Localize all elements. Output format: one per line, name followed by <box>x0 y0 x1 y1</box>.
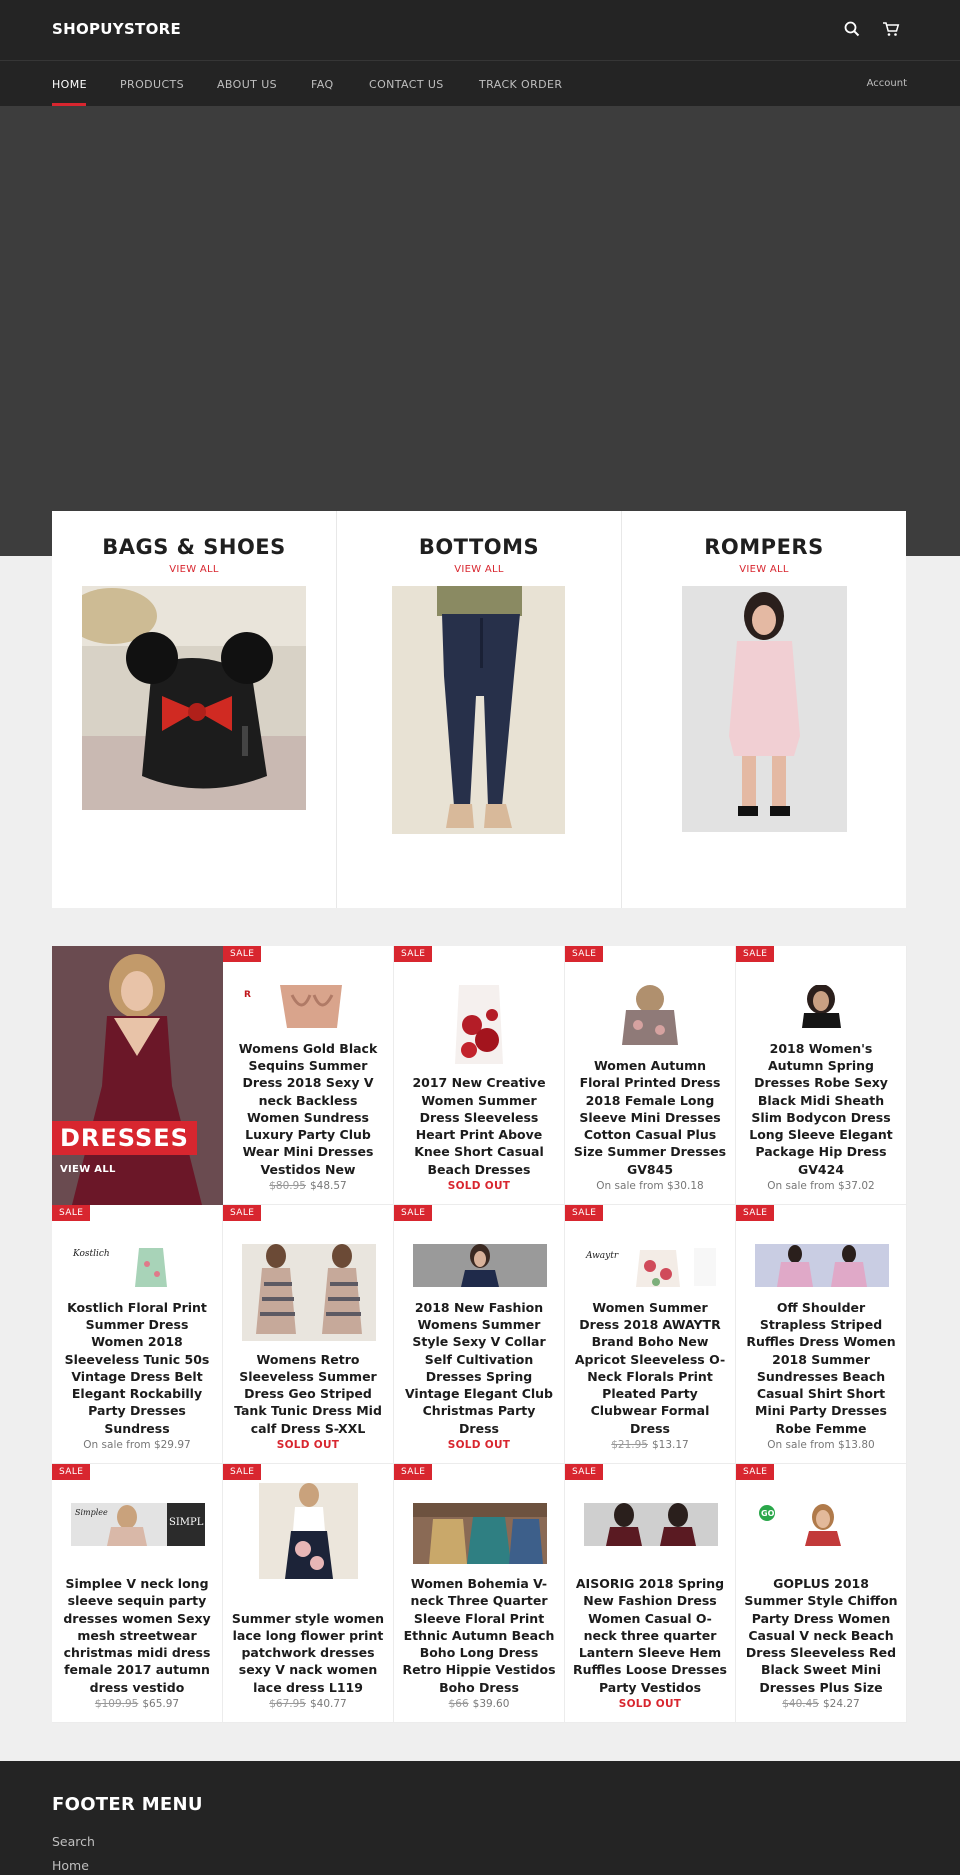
cart-icon[interactable] <box>882 21 900 39</box>
brand-mark: SIMPL <box>169 1517 204 1528</box>
collection-bags-shoes[interactable] <box>52 511 337 908</box>
featured-collection-dresses[interactable] <box>52 946 223 1205</box>
product-image <box>71 1244 181 1287</box>
sale-badge: SALE <box>565 1205 603 1221</box>
sale-badge: SALE <box>52 1464 90 1480</box>
sale-badge: SALE <box>565 946 603 962</box>
product-image <box>608 985 693 1045</box>
product-card[interactable] <box>736 1205 907 1464</box>
product-price <box>565 1698 735 1710</box>
product-title: Womens Retro Sleeveless Summer Dress Geo Striped Tank Tunic Dress Mid calf Dress S-XXL <box>234 1351 382 1436</box>
product-card[interactable] <box>736 1464 907 1723</box>
sale-badge: SALE <box>52 1205 90 1221</box>
brand-mark: Simplee <box>75 1508 108 1517</box>
product-title: AISORIG 2018 Spring New Fashion Dress Women Casual O-neck three quarter Lantern Sleeve Hem Ruffles Loose Dresses Party Vestidos <box>573 1575 727 1695</box>
featured-collection-grid <box>52 946 907 1723</box>
product-card[interactable] <box>565 1205 736 1464</box>
sale-badge: SALE <box>565 1464 603 1480</box>
top-bar <box>0 0 960 61</box>
sale-badge: SALE <box>394 1464 432 1480</box>
product-card[interactable] <box>52 1464 223 1723</box>
product-card[interactable] <box>223 1464 394 1723</box>
svg-text:R: R <box>244 990 251 1000</box>
product-image <box>584 1503 718 1546</box>
footer-menu-title: FOOTER MENU <box>52 1794 203 1815</box>
sale-badge: SALE <box>223 1464 261 1480</box>
collection-bottoms[interactable] <box>337 511 622 908</box>
product-image <box>437 985 522 1064</box>
collection-rompers[interactable] <box>622 511 906 908</box>
product-image <box>755 1503 889 1546</box>
product-title: Kostlich Floral Print Summer Dress Women 2018 Sleeveless Tunic 50s Vintage Dress Belt Elegant Rockabilly Party Dresses Sundress <box>64 1299 210 1436</box>
view-all-link[interactable]: VIEW ALL <box>739 564 789 575</box>
nav-home[interactable]: HOME <box>52 78 87 91</box>
nav-track-order[interactable]: TRACK ORDER <box>479 78 563 91</box>
site-header <box>0 0 960 106</box>
hero-banner <box>0 106 960 556</box>
view-all-link[interactable]: VIEW ALL <box>60 1164 116 1175</box>
site-footer <box>0 1761 960 1875</box>
product-card[interactable] <box>565 1464 736 1723</box>
product-card[interactable] <box>223 946 394 1205</box>
product-price <box>736 1698 906 1710</box>
sale-badge: SALE <box>223 946 261 962</box>
sale-price: $40.77 <box>310 1698 347 1710</box>
footer-link-home[interactable]: Home <box>52 1858 89 1873</box>
account-link[interactable]: Account <box>866 78 907 89</box>
collection-title: BAGS & SHOES <box>102 535 286 559</box>
product-title: Simplee V neck long sleeve sequin party dresses women Sexy mesh streetwear christmas midi dress female 2017 autumn dress vestido <box>63 1575 211 1695</box>
product-price <box>223 1698 393 1710</box>
collection-title: ROMPERS <box>704 535 824 559</box>
brand-mark: Kostlich <box>73 1249 110 1259</box>
brand-mark: GO <box>761 1509 775 1518</box>
sale-price: $65.97 <box>142 1698 180 1710</box>
product-price <box>223 1180 393 1192</box>
sale-price: $39.60 <box>472 1698 510 1710</box>
main-nav <box>0 61 960 106</box>
collection-image[interactable] <box>82 586 306 810</box>
view-all-link[interactable]: VIEW ALL <box>169 564 219 575</box>
compare-at-price: $80.95 <box>269 1180 306 1192</box>
sold-out-label: SOLD OUT <box>618 1698 682 1710</box>
product-image <box>242 1244 376 1341</box>
sale-badge: SALE <box>736 946 774 962</box>
product-price <box>565 1439 735 1451</box>
product-title: Women Bohemia V-neck Three Quarter Sleeve Floral Print Ethnic Autumn Beach Boho Long Dress Retro Hippie Vestidos Boho Dress <box>402 1575 556 1695</box>
compare-at-price: $21.95 <box>611 1439 648 1451</box>
compare-at-price: $40.45 <box>782 1698 819 1710</box>
product-price <box>52 1698 222 1710</box>
product-card[interactable] <box>736 946 907 1205</box>
sold-out-label: SOLD OUT <box>447 1180 511 1192</box>
sale-price: $48.57 <box>310 1180 347 1192</box>
product-card[interactable] <box>394 1205 565 1464</box>
view-all-link[interactable]: VIEW ALL <box>454 564 504 575</box>
product-title: 2018 Women's Autumn Spring Dresses Robe Sexy Black Midi Sheath Slim Bodycon Dress Long Sleeve Elegant Package Hip Dress GV424 <box>749 1040 893 1177</box>
active-nav-indicator <box>52 103 86 106</box>
product-title: Womens Gold Black Sequins Summer Dress 2018 Sexy V neck Backless Women Sundress Luxury Party Club Wear Mini Dresses Vestidos New <box>238 1040 378 1177</box>
compare-at-price: $109.95 <box>94 1698 139 1710</box>
featured-collection-title: DRESSES <box>52 1121 197 1155</box>
sale-badge: SALE <box>736 1205 774 1221</box>
product-image <box>71 1503 205 1546</box>
nav-about-us[interactable]: ABOUT US <box>217 78 278 91</box>
product-image <box>779 985 864 1028</box>
product-title: 2017 New Creative Women Summer Dress Sleeveless Heart Print Above Knee Short Casual Beach Dresses <box>412 1075 546 1177</box>
product-card[interactable] <box>565 946 736 1205</box>
search-icon[interactable] <box>844 21 862 39</box>
nav-products[interactable]: PRODUCTS <box>120 78 185 91</box>
product-title: Women Summer Dress 2018 AWAYTR Brand Boho New Apricot Sleeveless O-Neck Florals Print Pleated Party Clubwear Formal Dress <box>574 1299 726 1436</box>
nav-contact-us[interactable]: CONTACT US <box>369 78 444 91</box>
footer-link-search[interactable]: Search <box>52 1834 95 1849</box>
product-price: On sale from $13.80 <box>767 1439 875 1451</box>
product-image <box>755 1244 889 1287</box>
sale-badge: SALE <box>394 1205 432 1221</box>
product-card[interactable] <box>223 1205 394 1464</box>
product-card[interactable] <box>394 1464 565 1723</box>
product-image <box>259 1483 358 1579</box>
sold-out-label: SOLD OUT <box>276 1439 340 1451</box>
sale-price: $13.17 <box>652 1439 689 1451</box>
product-title: GOPLUS 2018 Summer Style Chiffon Party Dress Women Casual V neck Beach Dress Sleeveless Red Black Sweet Mini Dresses Plus Size <box>744 1575 898 1695</box>
product-card[interactable] <box>52 1205 223 1464</box>
collection-image[interactable] <box>392 586 565 834</box>
product-price: On sale from $29.97 <box>83 1439 191 1451</box>
product-price: On sale from $37.02 <box>767 1180 875 1192</box>
collection-list <box>52 511 906 908</box>
compare-at-price: $66 <box>448 1698 469 1710</box>
product-image <box>242 985 352 1028</box>
sale-badge: SALE <box>223 1205 261 1221</box>
product-title: Off Shoulder Strapless Striped Ruffles Dress Women 2018 Summer Sundresses Beach Casual Shirt Short Mini Party Dresses Robe Femme <box>746 1299 896 1436</box>
product-title: Summer style women lace long flower print patchwork dresses sexy V nack women lace dress L119 <box>231 1610 385 1695</box>
collection-title: BOTTOMS <box>418 535 540 559</box>
header-icons <box>844 21 900 39</box>
sale-price: $24.27 <box>823 1698 860 1710</box>
nav-faq[interactable]: FAQ <box>311 78 334 91</box>
sold-out-label: SOLD OUT <box>447 1439 511 1451</box>
brand-mark: Awaytr <box>586 1251 619 1261</box>
collection-image[interactable] <box>682 586 847 832</box>
store-logo[interactable]: SHOPUYSTORE <box>52 20 182 38</box>
product-image <box>584 1244 718 1287</box>
sale-badge: SALE <box>736 1464 774 1480</box>
product-price <box>394 1439 564 1451</box>
product-image <box>413 1244 547 1287</box>
product-image <box>413 1503 547 1564</box>
product-price: On sale from $30.18 <box>596 1180 704 1192</box>
product-title: Women Autumn Floral Printed Dress 2018 Female Long Sleeve Mini Dresses Cotton Casual Plus Size Summer Dresses GV845 <box>573 1057 727 1177</box>
compare-at-price: $67.95 <box>269 1698 306 1710</box>
product-price <box>394 1698 564 1710</box>
product-price <box>223 1439 393 1451</box>
product-card[interactable] <box>394 946 565 1205</box>
product-title: 2018 New Fashion Womens Summer Style Sexy V Collar Self Cultivation Dresses Spring Vintage Elegant Club Christmas Party Dress <box>404 1299 554 1436</box>
product-price <box>394 1180 564 1192</box>
sale-badge: SALE <box>394 946 432 962</box>
